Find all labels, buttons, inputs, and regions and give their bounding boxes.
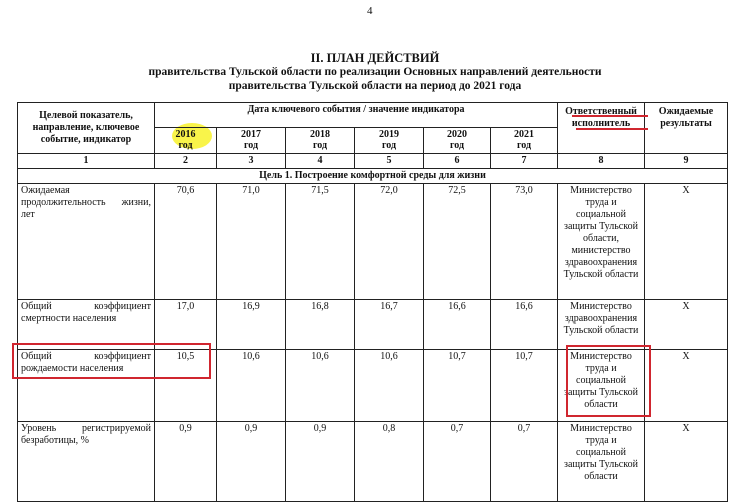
result-cell: X — [645, 300, 728, 350]
header-expected-results: Ожидаемые результаты — [645, 103, 728, 154]
value-cell: 16,6 — [491, 300, 558, 350]
indicator-cell: Общий коэффициент рождаемости населения — [18, 350, 155, 422]
action-plan-table — [17, 102, 728, 502]
value-cell: 16,7 — [355, 300, 424, 350]
value-cell: 0,7 — [424, 422, 491, 502]
value-cell: 10,5 — [155, 350, 217, 422]
year-header — [491, 128, 558, 154]
column-number: 9 — [645, 154, 728, 169]
year-value: 2021 — [514, 129, 534, 140]
value-cell: 0,9 — [155, 422, 217, 502]
birth-rate-indicator-box — [12, 343, 211, 379]
value-cell: 71,5 — [286, 184, 355, 300]
year-value: 2020 — [447, 129, 467, 140]
value-cell: 72,5 — [424, 184, 491, 300]
goal-row: Цель 1. Построение комфортной среды для жизни — [18, 169, 728, 184]
value-cell: 17,0 — [155, 300, 217, 350]
indicator-cell: Ожидаемая продолжительность жизни, лет — [18, 184, 155, 300]
column-number: 8 — [558, 154, 645, 169]
responsible-header-underline — [572, 115, 648, 117]
header-responsible: Ответственный исполнитель — [558, 103, 645, 154]
value-cell: 16,8 — [286, 300, 355, 350]
responsible-header-underline — [576, 128, 648, 130]
table-row — [18, 300, 728, 350]
responsible-cell: Министерство труда и социальной защиты Тульской области, министерство здравоохранения Тульской области — [558, 184, 645, 300]
value-cell: 0,9 — [217, 422, 286, 502]
column-number: 3 — [217, 154, 286, 169]
year-header — [286, 128, 355, 154]
year-value: 2017 — [241, 129, 261, 140]
value-cell: 0,7 — [491, 422, 558, 502]
value-cell: 71,0 — [217, 184, 286, 300]
header-indicator: Целевой показатель, направление, ключевое событие, индикатор — [18, 103, 155, 154]
year-value: 2016 — [175, 129, 196, 140]
value-cell: 73,0 — [491, 184, 558, 300]
year-suffix: год — [381, 140, 397, 151]
result-cell: X — [645, 184, 728, 300]
header-date-group: Дата ключевого события / значение индикатора — [155, 103, 558, 128]
responsible-cell: Министерство здравоохранения Тульской области — [558, 300, 645, 350]
value-cell: 0,8 — [355, 422, 424, 502]
value-cell: 10,6 — [355, 350, 424, 422]
year-value: 2018 — [310, 129, 330, 140]
column-number: 5 — [355, 154, 424, 169]
result-cell: X — [645, 422, 728, 502]
year-header — [355, 128, 424, 154]
responsible-cell: Министерство труда и социальной защиты Тульской области — [558, 422, 645, 502]
year-suffix: год — [449, 140, 465, 151]
value-cell: 16,9 — [217, 300, 286, 350]
column-number: 2 — [155, 154, 217, 169]
plan-title: II. ПЛАН ДЕЙСТВИЙ — [310, 51, 440, 65]
value-cell: 10,6 — [286, 350, 355, 422]
column-number: 6 — [424, 154, 491, 169]
table-row — [18, 422, 728, 502]
table-row — [18, 184, 728, 300]
indicator-cell: Общий коэффициент смертности населения — [18, 300, 155, 350]
year-suffix: год — [312, 140, 328, 151]
result-cell: X — [645, 350, 728, 422]
value-cell: 10,7 — [424, 350, 491, 422]
year-suffix: год — [516, 140, 532, 151]
value-cell: 72,0 — [355, 184, 424, 300]
year-header — [217, 128, 286, 154]
year-header — [424, 128, 491, 154]
value-cell: 0,9 — [286, 422, 355, 502]
value-cell: 16,6 — [424, 300, 491, 350]
plan-subtitle-line-2: правительства Тульской области на период до 2021 года — [228, 80, 522, 92]
value-cell: 70,6 — [155, 184, 217, 300]
column-number: 1 — [18, 154, 155, 169]
responsible-cell: Министерство труда и социальной защиты Тульской области — [558, 350, 645, 422]
year-suffix: год — [178, 140, 193, 151]
page-number: 4 — [367, 5, 373, 17]
column-number: 4 — [286, 154, 355, 169]
birth-rate-responsible-box — [566, 345, 651, 417]
year-suffix: год — [243, 140, 259, 151]
value-cell: 10,7 — [491, 350, 558, 422]
year-value: 2019 — [379, 129, 399, 140]
year-header — [155, 128, 217, 154]
value-cell: 10,6 — [217, 350, 286, 422]
indicator-cell: Уровень регистрируемой безработицы, % — [18, 422, 155, 502]
column-number: 7 — [491, 154, 558, 169]
plan-subtitle-line-1: правительства Тульской области по реализации Основных направлений деятельности — [148, 66, 602, 78]
